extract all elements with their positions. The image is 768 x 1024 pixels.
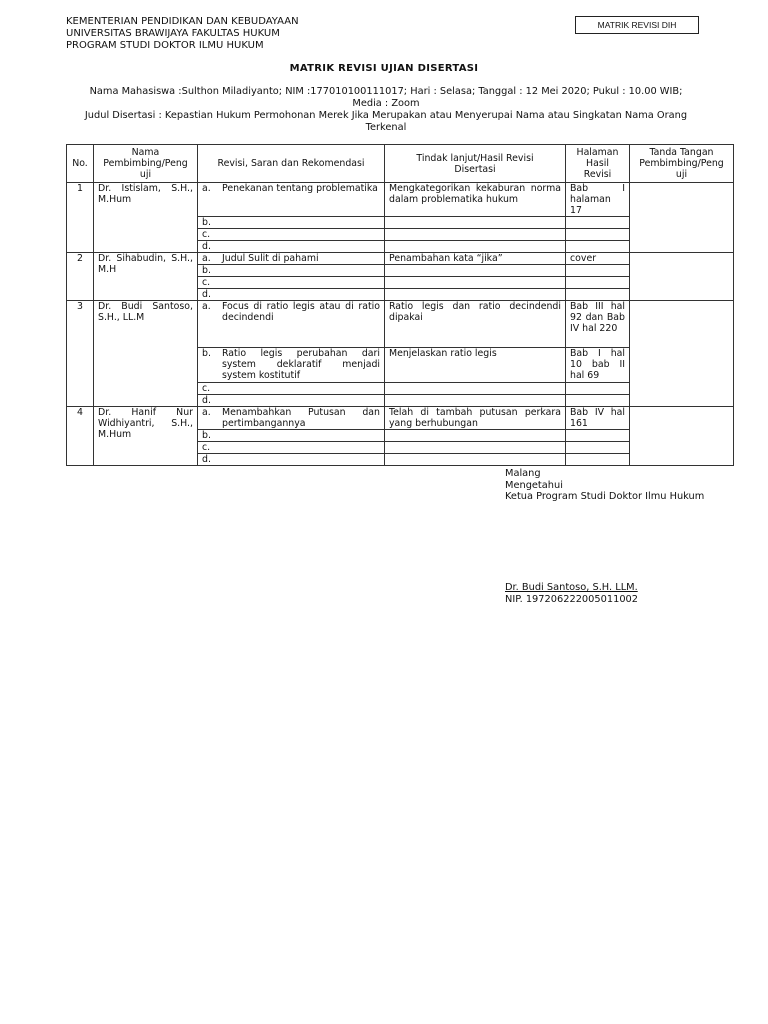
table-row	[67, 253, 734, 265]
header-page: Halaman Hasil Revisi	[566, 145, 630, 183]
followup-cell	[385, 454, 566, 466]
page-cell	[566, 217, 630, 229]
page-cell	[566, 277, 630, 289]
revision-cell: d.	[198, 454, 385, 466]
signature-role: Ketua Program Studi Doktor Ilmu Hukum	[505, 491, 705, 503]
page-cell	[566, 229, 630, 241]
revision-cell: b.	[198, 430, 385, 442]
page-cell: Bab I halaman 17	[566, 183, 630, 217]
signature-acknowledged: Mengetahui	[505, 479, 563, 491]
followup-cell	[385, 289, 566, 301]
signature-cell	[630, 183, 734, 253]
page-cell: Bab III hal 92 dan Bab IV hal 220	[566, 301, 630, 348]
followup-cell	[385, 442, 566, 454]
revision-cell: d.	[198, 241, 385, 253]
revision-cell: c.	[198, 383, 385, 395]
examiner-name: Dr. Sihabudin, S.H., M.H	[94, 253, 198, 301]
header-examiner-name: Nama Pembimbing/Peng uji	[94, 145, 198, 183]
page-cell	[566, 289, 630, 301]
media-line: Media : Zoom	[352, 98, 420, 109]
examiner-name: Dr. Budi Santoso, S.H., LL.M	[94, 301, 198, 407]
table-row	[67, 301, 734, 348]
signature-place: Malang	[505, 468, 541, 479]
followup-cell	[385, 383, 566, 395]
followup-cell: Mengkategorikan kekaburan norma dalam problematika hukum	[385, 183, 566, 217]
table-body	[67, 183, 734, 466]
followup-cell	[385, 265, 566, 277]
revision-cell: b.	[198, 217, 385, 229]
page-cell	[566, 241, 630, 253]
row-number: 1	[67, 183, 94, 253]
revision-cell: d.	[198, 395, 385, 407]
followup-cell: Penambahan kata “jika”	[385, 253, 566, 265]
examiner-name: Dr. Hanif Nur Widhiyantri, S.H., M.Hum	[94, 407, 198, 466]
exam-metadata	[66, 86, 706, 134]
followup-cell	[385, 277, 566, 289]
revision-matrix-table	[66, 144, 734, 466]
revision-cell: a. Penekanan tentang problematika	[198, 183, 385, 217]
row-number: 4	[67, 407, 94, 466]
page-cell	[566, 442, 630, 454]
university-line: UNIVERSITAS BRAWIJAYA FAKULTAS HUKUM	[66, 28, 280, 39]
followup-cell: Ratio legis dan ratio decindendi dipakai	[385, 301, 566, 348]
signature-cell	[630, 301, 734, 407]
signature-cell	[630, 407, 734, 466]
followup-cell	[385, 241, 566, 253]
followup-cell: Menjelaskan ratio legis	[385, 348, 566, 383]
followup-cell	[385, 229, 566, 241]
program-line: PROGRAM STUDI DOKTOR ILMU HUKUM	[66, 40, 264, 51]
header-revision: Revisi, Saran dan Rekomendasi	[198, 145, 385, 183]
page-cell: Bab I hal 10 bab II hal 69	[566, 348, 630, 383]
table-row	[67, 407, 734, 430]
revision-cell: c.	[198, 442, 385, 454]
signatory-nip: NIP. 197206222005011002	[505, 594, 639, 605]
followup-cell	[385, 217, 566, 229]
table-row	[67, 183, 734, 217]
student-info-line: Nama Mahasiswa :Sulthon Miladiyanto; NIM :177010100111017; Hari : Selasa; Tanggal : 12 Mei 2020; Pukul : 10.00 WIB;	[89, 86, 683, 97]
page-cell	[566, 395, 630, 407]
row-number: 2	[67, 253, 94, 301]
dissertation-title-line: Judul Disertasi : Kepastian Hukum Permohonan Merek Jika Merupakan atau Menyerupai Nama atau Singkatan Nama Orang	[84, 110, 688, 121]
ministry-line: KEMENTERIAN PENDIDIKAN DAN KEBUDAYAAN	[66, 16, 299, 27]
institution-header	[66, 16, 299, 52]
revision-cell: a. Menambahkan Putusan dan pertimbangannya	[198, 407, 385, 430]
followup-cell	[385, 395, 566, 407]
header-followup: Tindak lanjut/Hasil Revisi Disertasi	[385, 145, 566, 183]
followup-cell	[385, 430, 566, 442]
signatory-name: Dr. Budi Santoso, S.H. LLM.	[505, 582, 638, 593]
page-cell: Bab IV hal 161	[566, 407, 630, 430]
followup-cell: Telah di tambah putusan perkara yang berhubungan	[385, 407, 566, 430]
revision-cell: d.	[198, 289, 385, 301]
document-title: MATRIK REVISI UJIAN DISERTASI	[289, 63, 479, 74]
examiner-name: Dr. Istislam, S.H., M.Hum	[94, 183, 198, 253]
dissertation-title-continued: Terkenal	[365, 122, 407, 133]
document-code-badge: MATRIK REVISI DIH	[575, 16, 699, 34]
header-no: No.	[67, 145, 94, 183]
page-cell	[566, 430, 630, 442]
page-cell: cover	[566, 253, 630, 265]
table-header-row	[67, 145, 734, 183]
signature-cell	[630, 253, 734, 301]
revision-cell: b. Ratio legis perubahan dari system deklaratif menjadi system kostitutif	[198, 348, 385, 383]
signature-block	[505, 468, 735, 605]
revision-cell: c.	[198, 277, 385, 289]
revision-cell: a. Focus di ratio legis atau di ratio decindendi	[198, 301, 385, 348]
row-number: 3	[67, 301, 94, 407]
page-cell	[566, 383, 630, 395]
header-signature: Tanda Tangan Pembimbing/Peng uji	[630, 145, 734, 183]
page-cell	[566, 265, 630, 277]
revision-cell: c.	[198, 229, 385, 241]
revision-cell: a. Judul Sulit di pahami	[198, 253, 385, 265]
page-cell	[566, 454, 630, 466]
revision-cell: b.	[198, 265, 385, 277]
